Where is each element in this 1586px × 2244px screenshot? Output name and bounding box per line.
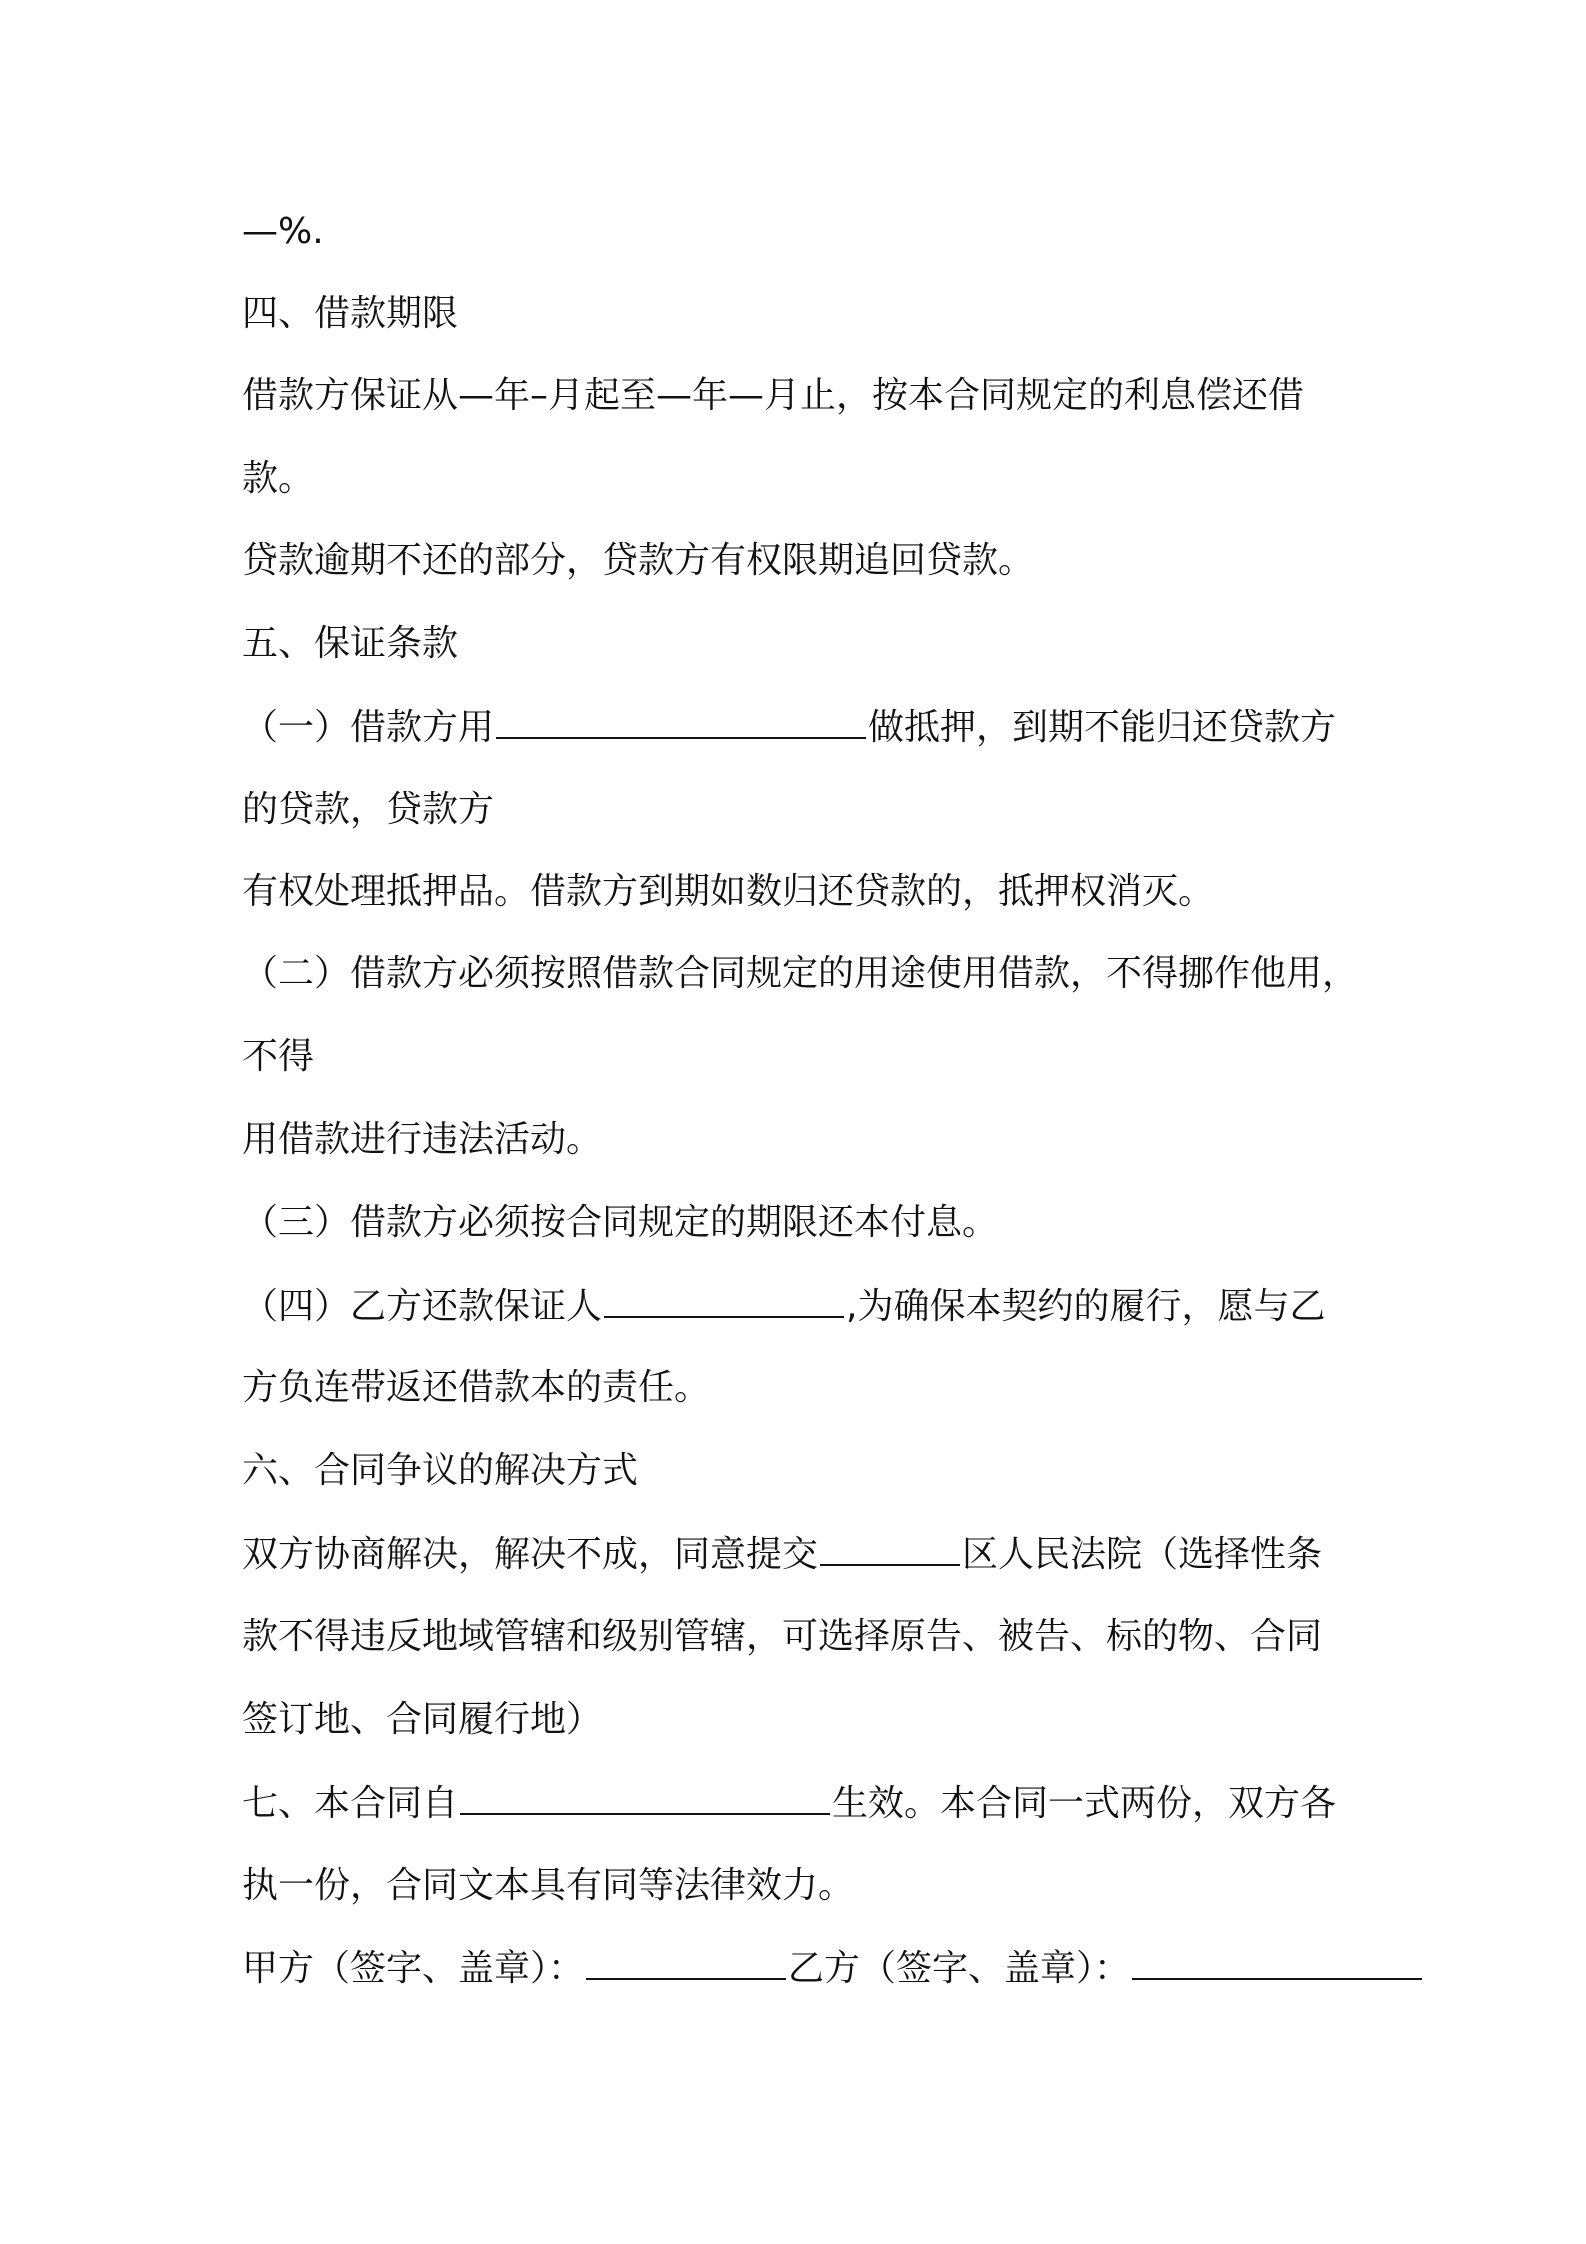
clause-line-2 [242,950,1358,998]
clause-text: （一）借款方用 [242,707,495,748]
paragraph-text: 借款方保证从—年–月起至—年—月止，按本合同规定的利息偿还借 [242,375,1305,416]
clause-text: （二）借款方必须按照借款合同规定的用途使用借款，不得挪作他用， [242,953,1359,994]
paragraph-line [242,1862,854,1910]
paragraph-text: 执一份，合同文本具有同等法律效力。 [242,1865,855,1906]
collateral-blank-field[interactable] [496,703,866,739]
dispute-line [242,1530,1322,1579]
paragraph-text: 贷款逾期不还的部分，贷款方有权限期追回贷款。 [242,540,1035,581]
party-a-signature-field[interactable] [586,1944,786,1980]
paragraph-text: 用借款进行违法活动。 [242,1119,603,1160]
paragraph-text: 款。 [242,458,315,499]
paragraph-line [242,868,1214,916]
text-line-percent [242,208,324,256]
section-heading-loan-term [242,290,458,338]
heading-text: 四、借款期限 [242,293,459,334]
party-b-signature-field[interactable] [1132,1944,1422,1980]
section-heading-guarantee [242,620,458,668]
paragraph-text: 生效。本合同一式两份，双方各 [832,1783,1337,1824]
paragraph-text: 签订地、合同履行地） [242,1699,603,1740]
guarantor-blank-field[interactable] [604,1282,844,1318]
paragraph-line [242,1364,710,1412]
party-b-signature-label: 乙方（签字、盖章）： [788,1948,1131,1989]
paragraph-line [242,372,1304,420]
paragraph-text: 的贷款，贷款方 [242,789,495,830]
court-blank-field[interactable] [820,1530,960,1566]
signature-line [242,1944,1424,1993]
paragraph-line [242,455,314,503]
heading-text: 七、本合同自 [242,1783,459,1824]
clause-line-4 [242,1282,1325,1331]
heading-text: 五、保证条款 [242,623,459,664]
paragraph-line [242,1033,314,1081]
paragraph-line [242,537,1034,585]
section-effective-line [242,1779,1336,1828]
heading-text: 六、合同争议的解决方式 [242,1450,639,1491]
clause-text: ,为确保本契约的履行，愿与乙 [846,1286,1326,1327]
section-heading-dispute [242,1447,638,1495]
paragraph-text: 区人民法院（选择性条 [962,1534,1323,1575]
party-a-signature-label: 甲方（签字、盖章）： [242,1948,585,1989]
clause-line-3 [242,1199,998,1247]
effective-date-blank-field[interactable] [460,1779,830,1815]
paragraph-line [242,1696,602,1744]
paragraph-text: 不得 [242,1036,315,1077]
clause-text: 做抵押，到期不能归还贷款方 [868,707,1337,748]
paragraph-line [242,786,494,834]
paragraph-text: 方负连带返还借款本的责任。 [242,1367,711,1408]
paragraph-line [242,1613,1322,1661]
paragraph-text: 有权处理抵押品。借款方到期如数归还贷款的，抵押权消灭。 [242,871,1215,912]
paragraph-line [242,1116,602,1164]
paragraph-text: 双方协商解决，解决不成，同意提交 [242,1534,819,1575]
clause-text: （三）借款方必须按合同规定的期限还本付息。 [242,1202,999,1243]
clause-line-1 [242,703,1336,752]
paragraph-text: 款不得违反地域管辖和级别管辖，可选择原告、被告、标的物、合同 [242,1616,1323,1657]
percent-text: —%. [242,211,324,252]
clause-text: （四）乙方还款保证人 [242,1286,603,1327]
